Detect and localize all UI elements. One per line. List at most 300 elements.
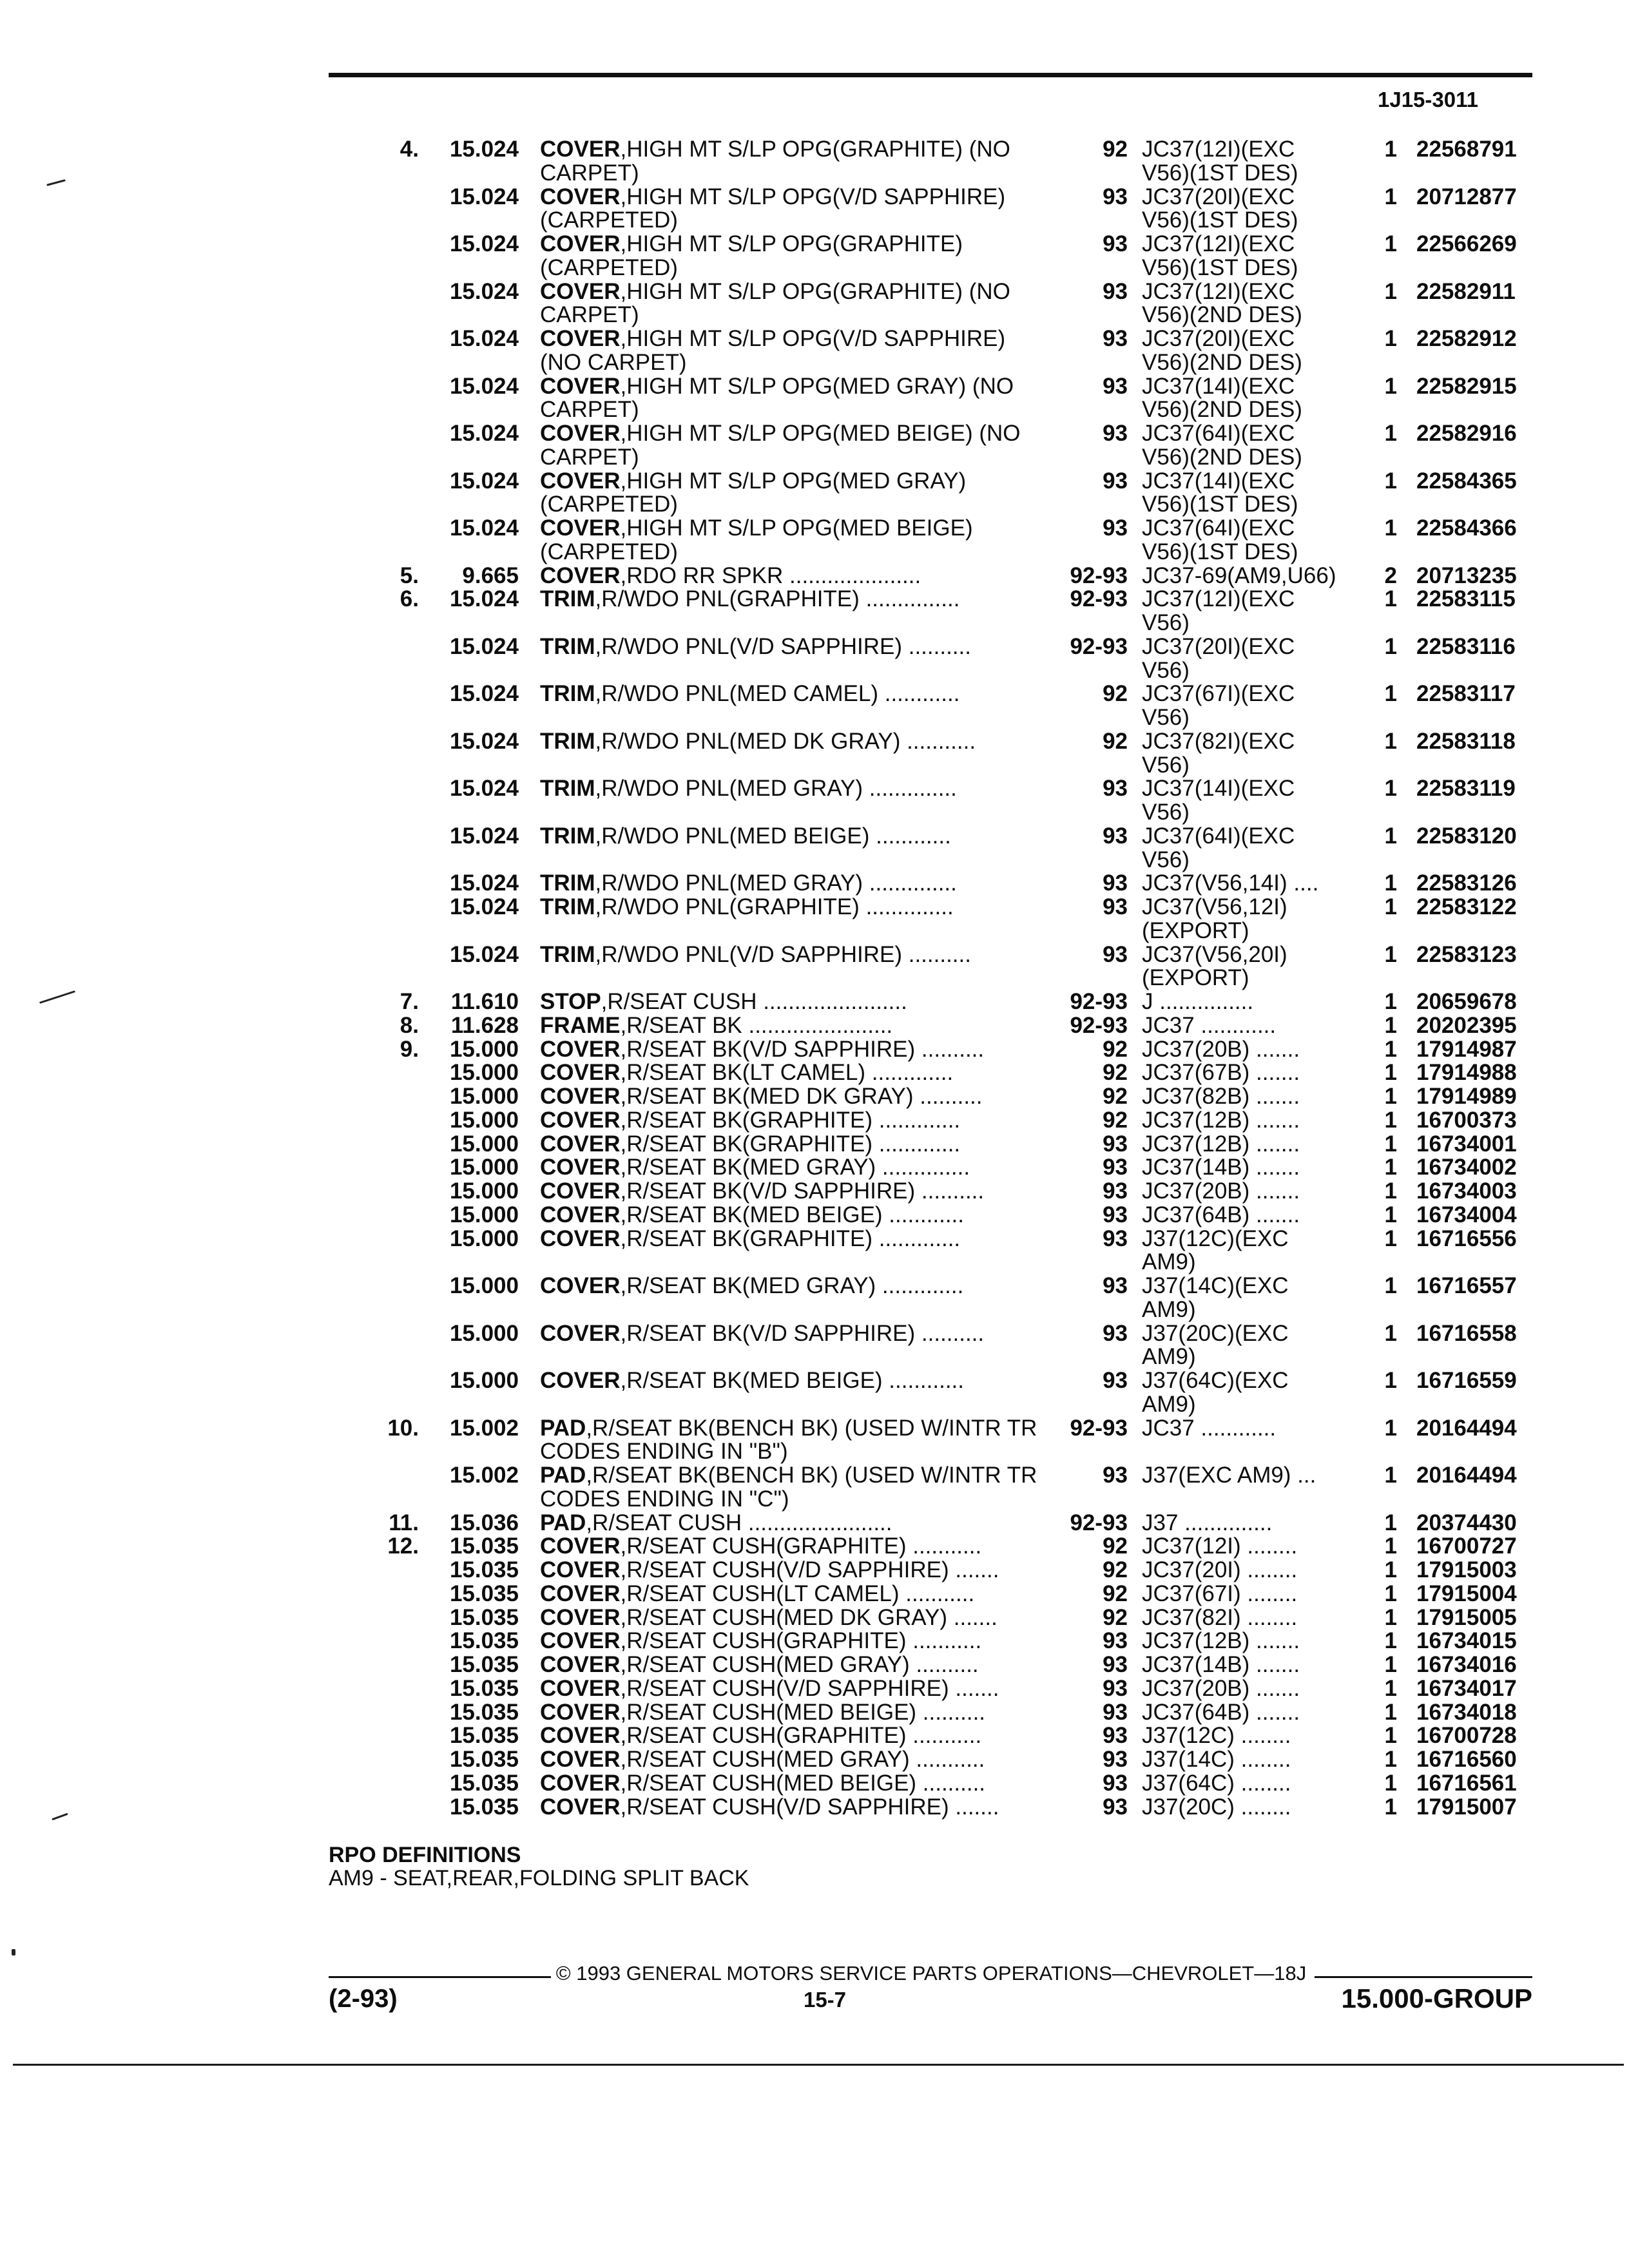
part-spec: ,R/WDO PNL(GRAPHITE) ..............	[595, 894, 954, 919]
model-year: 92-93	[1070, 989, 1128, 1014]
part-description	[540, 374, 1043, 398]
part-name: COVER	[540, 1155, 621, 1180]
model-code: J37(14C) ........	[1142, 1747, 1291, 1772]
model-code: JC37(12I)(EXC	[1142, 278, 1295, 304]
model-year: 92	[1103, 1581, 1128, 1606]
part-number: 16734015	[1416, 1628, 1517, 1654]
model-year: 93	[1103, 1202, 1128, 1227]
group-number: 15.000	[449, 1273, 519, 1298]
part-number: 22583115	[1416, 586, 1516, 612]
part-number: 16700727	[1416, 1533, 1517, 1559]
part-spec: ,R/WDO PNL(MED GRAY) ..............	[595, 870, 957, 896]
table-row	[0, 1345, 1629, 1370]
part-number: 20374430	[1416, 1510, 1517, 1535]
table-row	[0, 919, 1629, 945]
quantity: 1	[1384, 1012, 1397, 1038]
part-description	[540, 1724, 1043, 1747]
table-row	[0, 1439, 1629, 1465]
model-code: JC37(82I)(EXC	[1142, 728, 1295, 754]
part-spec: CARPET)	[540, 444, 639, 470]
part-spec: ,R/SEAT BK(MED GRAY) .............	[620, 1273, 964, 1298]
table-row	[0, 1653, 1629, 1678]
group-number: 15.002	[449, 1463, 519, 1488]
table-row	[0, 469, 1629, 495]
part-description	[540, 540, 1043, 564]
model-code: AM9)	[1142, 1296, 1196, 1322]
ref-number: 5.	[400, 562, 419, 588]
table-row	[0, 161, 1629, 187]
part-name: COVER	[540, 1178, 621, 1204]
quantity: 1	[1384, 1604, 1397, 1630]
part-description	[540, 1321, 1043, 1345]
quantity: 1	[1384, 586, 1397, 612]
quantity: 1	[1384, 231, 1397, 256]
model-code: JC37(64I)(EXC	[1142, 823, 1295, 849]
part-number: 22583120	[1416, 823, 1517, 849]
model-code: J37(12C) ........	[1142, 1723, 1291, 1749]
part-name: COVER	[540, 137, 621, 162]
model-code: JC37 ............	[1142, 1012, 1277, 1038]
model-code: J37(20C)(EXC	[1142, 1320, 1289, 1346]
part-description	[540, 208, 1043, 232]
quantity: 1	[1384, 1794, 1397, 1820]
part-spec: (CARPETED)	[540, 255, 678, 280]
group-number: 15.024	[449, 894, 519, 919]
table-row	[0, 137, 1629, 163]
model-year: 93	[1103, 776, 1128, 802]
part-spec: ,R/SEAT CUSH(V/D SAPPHIRE) .......	[620, 1794, 999, 1820]
part-description	[540, 943, 1043, 966]
model-year: 93	[1103, 1747, 1128, 1772]
table-row	[0, 800, 1629, 826]
part-spec: ,R/SEAT CUSH(MED DK GRAY) .......	[620, 1604, 998, 1630]
part-spec: ,R/SEAT BK(BENCH BK) (USED W/INTR TR	[586, 1415, 1037, 1441]
part-number: 20164494	[1416, 1415, 1517, 1441]
model-code: JC37(82B) .......	[1142, 1084, 1300, 1109]
quantity: 1	[1384, 1368, 1397, 1393]
part-number: 16734001	[1416, 1131, 1517, 1157]
part-description	[540, 492, 1043, 516]
part-description	[540, 1534, 1043, 1558]
model-code: JC37(12I)(EXC	[1142, 586, 1295, 612]
quantity: 1	[1384, 1747, 1397, 1772]
model-code: JC37(12I)(EXC	[1142, 231, 1295, 256]
part-description	[540, 256, 1043, 280]
part-number: 22566269	[1416, 231, 1517, 256]
quantity: 1	[1384, 1107, 1397, 1133]
quantity: 1	[1384, 1533, 1397, 1559]
group-number: 15.000	[449, 1368, 519, 1393]
part-description	[540, 1582, 1043, 1606]
part-description	[540, 990, 1043, 1014]
part-name: TRIM	[540, 728, 595, 754]
table-row	[0, 1179, 1629, 1205]
table-row	[0, 1274, 1629, 1300]
model-code: JC37(20I) ........	[1142, 1557, 1298, 1582]
part-description	[540, 1700, 1043, 1724]
model-year: 92	[1103, 1084, 1128, 1109]
part-number: 22584366	[1416, 515, 1517, 541]
part-name: COVER	[540, 1747, 621, 1772]
table-row	[0, 658, 1629, 684]
part-name: PAD	[540, 1415, 586, 1441]
ref-number: 4.	[400, 137, 419, 162]
part-name: COVER	[540, 1723, 621, 1749]
part-name: COVER	[540, 1036, 621, 1062]
table-row	[0, 682, 1629, 707]
table-row	[0, 990, 1629, 1015]
part-number: 16734004	[1416, 1202, 1517, 1227]
part-description	[540, 1061, 1043, 1084]
model-code: J37(64C) ........	[1142, 1770, 1291, 1796]
table-row	[0, 1534, 1629, 1560]
group-number: 15.024	[449, 728, 519, 754]
part-spec: CARPET)	[540, 160, 639, 186]
quantity: 1	[1384, 1628, 1397, 1654]
model-year: 93	[1103, 184, 1128, 209]
part-name: COVER	[540, 562, 621, 588]
quantity: 1	[1384, 1699, 1397, 1725]
part-description	[540, 469, 1043, 493]
model-code: V56)	[1142, 610, 1190, 635]
part-spec: (CARPETED)	[540, 539, 678, 564]
model-code: V56)(2ND DES)	[1142, 302, 1302, 328]
model-code: JC37(14I)(EXC	[1142, 373, 1295, 399]
group-number: 15.024	[449, 468, 519, 494]
quantity: 1	[1384, 184, 1397, 209]
group-number: 15.024	[449, 870, 519, 896]
quantity: 1	[1384, 894, 1397, 919]
table-row	[0, 1700, 1629, 1726]
model-code: JC37(20B) .......	[1142, 1036, 1300, 1062]
quantity: 1	[1384, 1415, 1397, 1441]
table-row	[0, 1369, 1629, 1394]
page-code: 1J15-3011	[1378, 88, 1478, 111]
part-description	[540, 137, 1043, 161]
model-code: (EXPORT)	[1142, 918, 1249, 943]
group-number: 15.000	[449, 1202, 519, 1227]
part-description	[540, 895, 1043, 919]
model-code: V56)	[1142, 657, 1190, 683]
model-code: JC37(67I) ........	[1142, 1581, 1298, 1606]
ref-number: 11.	[389, 1510, 419, 1535]
model-year: 93	[1103, 1652, 1128, 1677]
table-row	[0, 1108, 1629, 1134]
part-number: 22583126	[1416, 870, 1517, 896]
part-description	[540, 1677, 1043, 1700]
part-spec: ,R/SEAT BK(MED GRAY) ..............	[620, 1155, 970, 1180]
model-year: 93	[1103, 1368, 1128, 1393]
part-name: COVER	[540, 326, 621, 351]
part-spec: CARPET)	[540, 302, 639, 328]
model-year: 92	[1103, 1036, 1128, 1062]
table-row	[0, 1771, 1629, 1797]
part-number: 16716557	[1416, 1273, 1517, 1298]
part-spec: CODES ENDING IN "C")	[540, 1486, 789, 1512]
ref-number: 8.	[400, 1012, 419, 1038]
model-code: JC37(64B) .......	[1142, 1699, 1300, 1725]
quantity: 1	[1384, 468, 1397, 494]
part-name: COVER	[540, 231, 621, 256]
part-spec: ,R/SEAT BK(V/D SAPPHIRE) ..........	[620, 1178, 985, 1204]
part-spec: ,HIGH MT S/LP OPG(GRAPHITE) (NO	[620, 278, 1010, 304]
part-name: COVER	[540, 1107, 621, 1133]
part-description	[540, 1155, 1043, 1179]
table-row	[0, 1463, 1629, 1489]
model-year: 92-93	[1070, 1012, 1128, 1038]
part-number: 22568791	[1416, 137, 1517, 162]
part-number: 16716561	[1416, 1770, 1517, 1796]
part-name: COVER	[540, 468, 621, 494]
part-description	[540, 421, 1043, 445]
quantity: 1	[1384, 1273, 1397, 1298]
footer-rule-right	[1315, 1976, 1532, 1978]
model-year: 93	[1103, 1225, 1128, 1251]
group-number: 15.035	[449, 1652, 519, 1677]
table-row	[0, 1487, 1629, 1513]
model-code: J37(64C)(EXC	[1142, 1368, 1289, 1393]
part-number: 17915005	[1416, 1604, 1517, 1630]
group-number: 15.035	[449, 1604, 519, 1630]
part-spec: ,R/WDO PNL(V/D SAPPHIRE) ..........	[595, 633, 971, 659]
group-number: 15.024	[449, 633, 519, 659]
table-row	[0, 1795, 1629, 1821]
model-year: 92	[1103, 728, 1128, 754]
part-spec: ,R/SEAT CUSH(V/D SAPPHIRE) .......	[620, 1557, 999, 1582]
part-name: COVER	[540, 1060, 621, 1086]
group-number: 15.000	[449, 1155, 519, 1180]
group-number: 15.035	[449, 1794, 519, 1820]
table-row	[0, 327, 1629, 352]
model-year: 93	[1103, 1770, 1128, 1796]
part-description	[540, 1439, 1043, 1463]
quantity: 1	[1384, 1581, 1397, 1606]
quantity: 1	[1384, 633, 1397, 659]
model-code: AM9)	[1142, 1344, 1196, 1370]
quantity: 1	[1384, 373, 1397, 399]
part-name: COVER	[540, 1652, 621, 1677]
table-row	[0, 280, 1629, 305]
group-number: 15.024	[449, 586, 519, 612]
part-name: COVER	[540, 1320, 621, 1346]
model-code: V56)(2ND DES)	[1142, 397, 1302, 423]
part-name: COVER	[540, 1770, 621, 1796]
part-spec: ,R/SEAT BK(MED DK GRAY) ..........	[620, 1084, 983, 1109]
model-code: JC37(14I)(EXC	[1142, 468, 1295, 494]
group-number: 9.665	[462, 562, 519, 588]
table-row	[0, 1203, 1629, 1229]
part-spec: ,R/SEAT BK(V/D SAPPHIRE) ..........	[620, 1320, 985, 1346]
table-row	[0, 540, 1629, 566]
group-number: 15.024	[449, 941, 519, 967]
scan-mark	[12, 1949, 15, 1956]
table-row	[0, 1061, 1629, 1086]
quantity: 1	[1384, 137, 1397, 162]
part-number: 22582915	[1416, 373, 1517, 399]
part-number: 16734017	[1416, 1675, 1517, 1701]
table-row	[0, 208, 1629, 234]
table-row	[0, 587, 1629, 613]
quantity: 1	[1384, 421, 1397, 446]
table-row	[0, 1582, 1629, 1608]
model-year: 93	[1103, 515, 1128, 541]
quantity: 1	[1384, 1060, 1397, 1086]
group-label: 15.000-GROUP	[1341, 1983, 1532, 2013]
quantity: 1	[1384, 1320, 1397, 1346]
part-spec: ,R/SEAT BK(BENCH BK) (USED W/INTR TR	[586, 1463, 1037, 1488]
part-number: 17915003	[1416, 1557, 1517, 1582]
part-spec: ,HIGH MT S/LP OPG(V/D SAPPHIRE)	[620, 326, 1006, 351]
model-code: JC37(12B) .......	[1142, 1628, 1300, 1654]
model-year: 93	[1103, 1273, 1128, 1298]
part-spec: ,R/SEAT CUSH .......................	[586, 1510, 892, 1535]
model-year: 93	[1103, 1723, 1128, 1749]
model-code: J37(EXC AM9) ...	[1142, 1463, 1316, 1488]
group-number: 15.035	[449, 1557, 519, 1582]
table-row	[0, 351, 1629, 376]
part-number: 17915004	[1416, 1581, 1517, 1606]
part-description	[540, 871, 1043, 895]
model-year: 93	[1103, 823, 1128, 849]
model-code: JC37-69(AM9,U66)	[1142, 562, 1336, 588]
table-row	[0, 1227, 1629, 1253]
model-year: 92-93	[1070, 562, 1128, 588]
part-number: 20164494	[1416, 1463, 1517, 1488]
table-row	[0, 1250, 1629, 1276]
model-year: 93	[1103, 1320, 1128, 1346]
part-description	[540, 1227, 1043, 1251]
model-year: 93	[1103, 1794, 1128, 1820]
part-spec: ,R/SEAT BK(GRAPHITE) .............	[620, 1107, 961, 1133]
part-spec: ,R/WDO PNL(MED CAMEL) ............	[595, 681, 960, 707]
part-name: COVER	[540, 1794, 621, 1820]
part-description	[540, 1487, 1043, 1511]
part-spec: ,R/SEAT CUSH(MED BEIGE) ..........	[620, 1699, 986, 1725]
part-description	[540, 232, 1043, 256]
part-description	[540, 1511, 1043, 1535]
part-spec: ,R/SEAT CUSH(MED GRAY) ...........	[620, 1747, 985, 1772]
group-number: 15.000	[449, 1320, 519, 1346]
group-number: 15.024	[449, 776, 519, 802]
part-number: 17914988	[1416, 1060, 1517, 1086]
part-spec: ,HIGH MT S/LP OPG(MED BEIGE) (NO	[620, 421, 1021, 446]
group-number: 15.035	[449, 1747, 519, 1772]
quantity: 1	[1384, 1723, 1397, 1749]
rpo-title: RPO DEFINITIONS	[329, 1843, 521, 1867]
group-number: 15.035	[449, 1581, 519, 1606]
model-year: 93	[1103, 231, 1128, 256]
model-code: JC37(14B) .......	[1142, 1155, 1300, 1180]
group-number: 15.000	[449, 1225, 519, 1251]
part-spec: ,HIGH MT S/LP OPG(GRAPHITE)	[620, 231, 963, 256]
part-description	[540, 445, 1043, 469]
part-spec: ,R/WDO PNL(MED BEIGE) ............	[595, 823, 951, 849]
table-row	[0, 729, 1629, 755]
table-row	[0, 564, 1629, 590]
group-number: 15.035	[449, 1699, 519, 1725]
edition-date: (2-93)	[329, 1984, 398, 2013]
part-description	[540, 161, 1043, 185]
model-code: JC37(12B) .......	[1142, 1131, 1300, 1157]
part-name: COVER	[540, 1225, 621, 1251]
part-description	[540, 1463, 1043, 1487]
quantity: 1	[1384, 1178, 1397, 1204]
model-code: JC37 ............	[1142, 1415, 1277, 1441]
quantity: 1	[1384, 776, 1397, 802]
part-description	[540, 1369, 1043, 1392]
quantity: 1	[1384, 870, 1397, 896]
part-spec: ,RDO RR SPKR .....................	[620, 562, 921, 588]
table-row	[0, 753, 1629, 779]
quantity: 1	[1384, 823, 1397, 849]
table-row	[0, 1606, 1629, 1631]
part-name: TRIM	[540, 941, 595, 967]
table-row	[0, 1392, 1629, 1418]
table-row	[0, 185, 1629, 211]
part-description	[540, 729, 1043, 753]
model-code: V56)	[1142, 800, 1190, 825]
quantity: 1	[1384, 1036, 1397, 1062]
table-row	[0, 824, 1629, 850]
group-number: 15.024	[449, 823, 519, 849]
part-number: 22582911	[1416, 278, 1516, 304]
part-name: COVER	[540, 515, 621, 541]
model-code: (EXPORT)	[1142, 965, 1249, 991]
part-name: TRIM	[540, 681, 595, 707]
model-year: 93	[1103, 870, 1128, 896]
table-row	[0, 1724, 1629, 1749]
part-description	[540, 635, 1043, 658]
table-row	[0, 1321, 1629, 1347]
part-name: COVER	[540, 1557, 621, 1582]
part-description	[540, 351, 1043, 374]
model-code: J37 ..............	[1142, 1510, 1273, 1535]
part-number: 20713235	[1416, 562, 1517, 588]
quantity: 1	[1384, 1557, 1397, 1582]
part-number: 22584365	[1416, 468, 1517, 494]
part-spec: CARPET)	[540, 397, 639, 423]
group-number: 15.036	[449, 1510, 519, 1535]
part-spec: ,R/SEAT CUSH(MED BEIGE) ..........	[620, 1770, 986, 1796]
quantity: 1	[1384, 989, 1397, 1014]
model-code: V56)(1ST DES)	[1142, 255, 1298, 280]
part-description	[540, 776, 1043, 800]
model-code: JC37(64I)(EXC	[1142, 515, 1295, 541]
part-spec: ,R/WDO PNL(V/D SAPPHIRE) ..........	[595, 941, 971, 967]
part-description	[540, 1014, 1043, 1037]
part-description	[540, 1203, 1043, 1227]
model-year: 92	[1103, 137, 1128, 162]
model-year: 92-93	[1070, 633, 1128, 659]
part-spec: ,HIGH MT S/LP OPG(GRAPHITE) (NO	[620, 137, 1010, 162]
part-spec: ,R/SEAT CUSH(V/D SAPPHIRE) .......	[620, 1675, 999, 1701]
model-code: V56)	[1142, 847, 1190, 872]
model-code: JC37(12I)(EXC	[1142, 137, 1295, 162]
model-code: V56)(1ST DES)	[1142, 207, 1298, 233]
model-code: JC37(12I) ........	[1142, 1533, 1298, 1559]
part-name: COVER	[540, 1675, 621, 1701]
table-row	[0, 256, 1629, 282]
quantity: 1	[1384, 728, 1397, 754]
model-year: 92-93	[1070, 1510, 1128, 1535]
group-number: 15.024	[449, 421, 519, 446]
quantity: 2	[1384, 562, 1397, 588]
table-row	[0, 848, 1629, 874]
model-year: 93	[1103, 1178, 1128, 1204]
model-year: 93	[1103, 326, 1128, 351]
part-spec: ,R/SEAT BK(V/D SAPPHIRE) ..........	[620, 1036, 985, 1062]
model-year: 93	[1103, 1675, 1128, 1701]
